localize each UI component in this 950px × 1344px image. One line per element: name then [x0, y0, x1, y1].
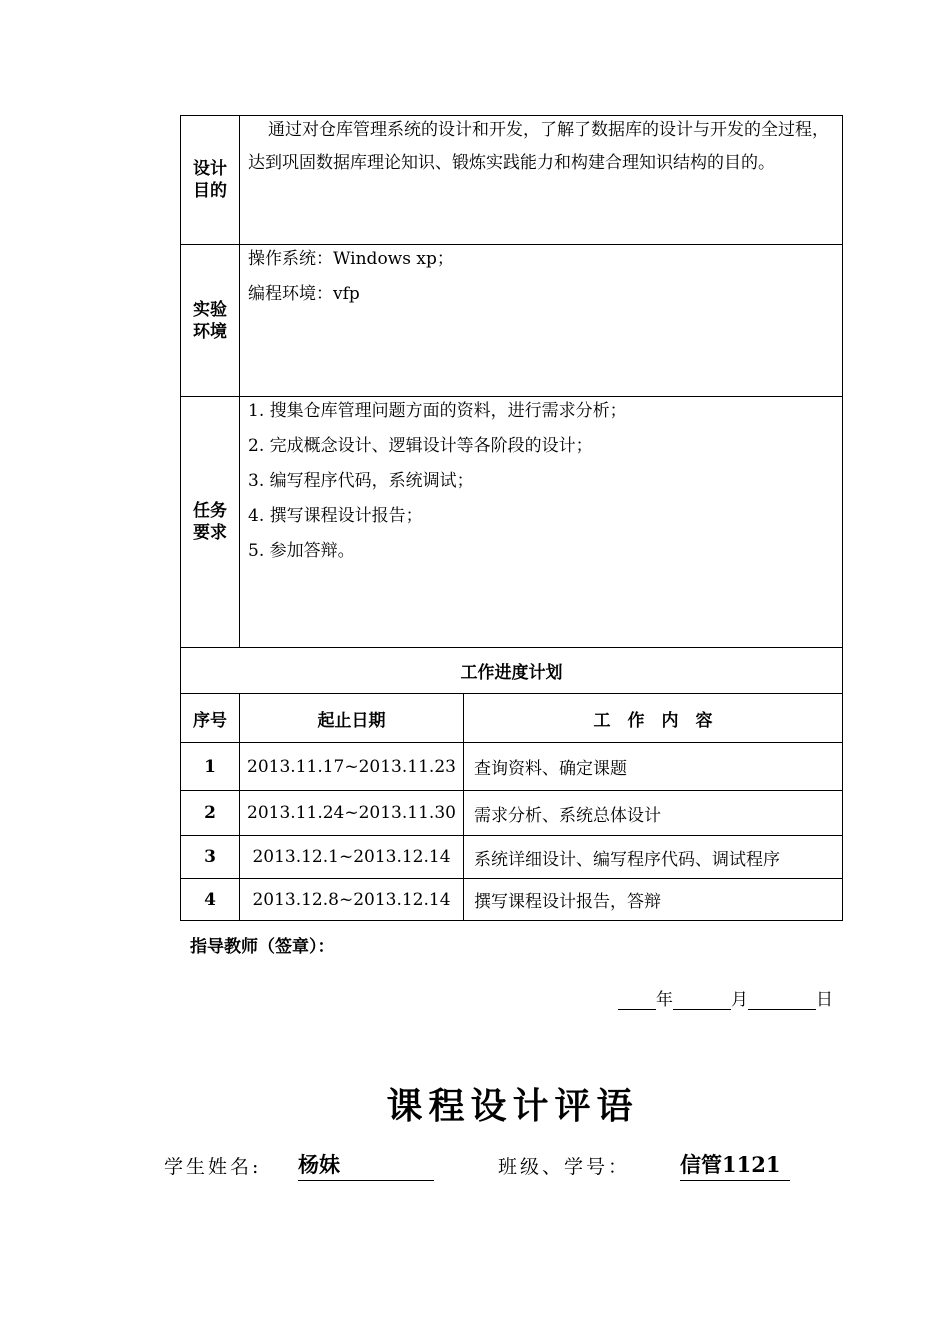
student-name-label: 学生姓名:	[164, 1156, 262, 1178]
environment-row	[181, 245, 843, 397]
row-date: 2013.11.24~2013.11.30	[240, 791, 464, 836]
purpose-content	[240, 116, 843, 245]
task-item: 4. 撰写课程设计报告；	[248, 506, 423, 526]
month-blank[interactable]	[673, 991, 731, 1010]
evaluation-title: 课程设计评语	[386, 1086, 639, 1127]
row-date: 2013.12.8~2013.12.14	[240, 879, 464, 921]
row-work: 系统详细设计、编写程序代码、调试程序	[464, 836, 843, 879]
environment-ide: 编程环境：vfp	[248, 284, 360, 304]
environment-os: 操作系统：Windows xp；	[248, 249, 454, 269]
row-work: 撰写课程设计报告，答辩	[464, 879, 843, 921]
environment-content	[240, 245, 843, 397]
supervisor-signature-label: 指导教师（签章）：	[190, 937, 335, 957]
row-no: 1	[181, 743, 240, 791]
header-no: 序号	[181, 694, 240, 743]
task-item: 1. 搜集仓库管理问题方面的资料，进行需求分析；	[248, 401, 627, 421]
tasks-content	[240, 397, 843, 648]
table-row	[181, 879, 843, 921]
row-date: 2013.12.1~2013.12.14	[240, 836, 464, 879]
month-label: 月	[731, 990, 748, 1010]
environment-label: 实验 环境	[181, 245, 240, 397]
day-blank[interactable]	[748, 991, 816, 1010]
year-blank[interactable]	[618, 991, 656, 1010]
row-work: 需求分析、系统总体设计	[464, 791, 843, 836]
day-label: 日	[816, 990, 833, 1010]
table-row	[181, 743, 843, 791]
class-id-label: 班级、学号：	[498, 1156, 631, 1178]
plan-title-row	[181, 648, 843, 694]
row-date: 2013.11.17~2013.11.23	[240, 743, 464, 791]
year-label: 年	[656, 990, 673, 1010]
task-item: 5. 参加答辩。	[248, 541, 355, 561]
tasks-label: 任务 要求	[181, 397, 240, 648]
row-work: 查询资料、确定课题	[464, 743, 843, 791]
plan-title: 工作进度计划	[181, 648, 843, 694]
task-item: 2. 完成概念设计、逻辑设计等各阶段的设计；	[248, 436, 593, 456]
table-row	[181, 791, 843, 836]
row-no: 4	[181, 879, 240, 921]
student-name-value: 杨妹	[298, 1150, 434, 1181]
purpose-text: 通过对仓库管理系统的设计和开发，了解了数据库的设计与开发的全过程，达到巩固数据库理论知识、锻炼实践能力和构建合理知识结构的目的。	[248, 120, 829, 173]
tasks-row	[181, 397, 843, 648]
signature-date	[618, 985, 833, 1010]
table-row	[181, 836, 843, 879]
row-no: 3	[181, 836, 240, 879]
header-work: 工 作 内 容	[464, 694, 843, 743]
task-table	[180, 115, 843, 921]
row-no: 2	[181, 791, 240, 836]
plan-header-row	[181, 694, 843, 743]
task-item: 3. 编写程序代码，系统调试；	[248, 471, 474, 491]
purpose-row	[181, 116, 843, 245]
purpose-label: 设计 目的	[181, 116, 240, 245]
class-id-value: 信管1121	[680, 1150, 790, 1181]
header-date: 起止日期	[240, 694, 464, 743]
